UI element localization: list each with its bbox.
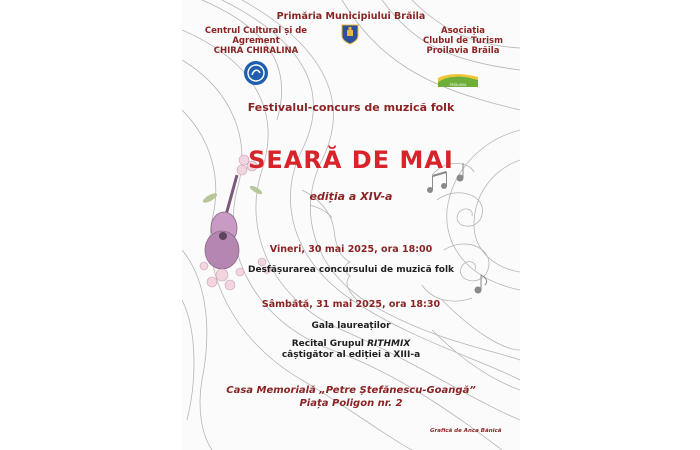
recital-prefix: Recital Grupul (291, 339, 368, 349)
cultural-center-logo-icon (243, 60, 269, 86)
city-crest-icon (341, 24, 359, 45)
organizer-city-hall: Primăria Municipiului Brăila (276, 11, 426, 22)
organizer-right-line: Proilavia Brăila (426, 46, 500, 56)
artwork-credit: Grafică de Anca Bănică (430, 428, 502, 434)
organizer-left-line: CHIRA CHIRALINA (213, 46, 299, 56)
venue-address: Piața Poligon nr. 2 (299, 398, 403, 409)
recital-winner-line: câștigător al ediției a XIII-a (281, 350, 421, 360)
day2-date: Sâmbătă, 31 mai 2025, ora 18:30 (261, 299, 441, 310)
day1-date: Vineri, 30 mai 2025, ora 18:00 (269, 244, 433, 255)
recital-line (182, 339, 520, 350)
day2-recital (182, 339, 520, 361)
festival-title: SEARĂ DE MAI (248, 146, 454, 174)
band-name: RITHMIX (367, 339, 411, 349)
organizer-left-line: Centrul Cultural și de (204, 26, 308, 36)
festival-poster (182, 0, 520, 450)
sketch-illustration (182, 0, 520, 450)
organizer-tourism-club (414, 26, 512, 56)
venue-name: Casa Memorială „Petre Ștefănescu-Goangă” (226, 385, 476, 396)
proilavia-logo-text: PROILAVIA (449, 83, 467, 87)
festival-subtitle: Festivalul-concurs de muzică folk (247, 101, 455, 114)
organizer-right-line: Clubul de Turism (423, 36, 503, 46)
organizer-cultural-center (200, 26, 312, 56)
day1-event: Desfășurarea concursului de muzică folk (247, 265, 455, 275)
venue (182, 384, 520, 410)
organizer-left-line: Agrement (232, 36, 280, 46)
festival-edition: ediția a XIV-a (309, 190, 393, 203)
organizer-right-line: Asociația (441, 26, 485, 36)
day2-event: Gala laureaților (311, 321, 391, 331)
proilavia-logo-icon (438, 73, 478, 87)
